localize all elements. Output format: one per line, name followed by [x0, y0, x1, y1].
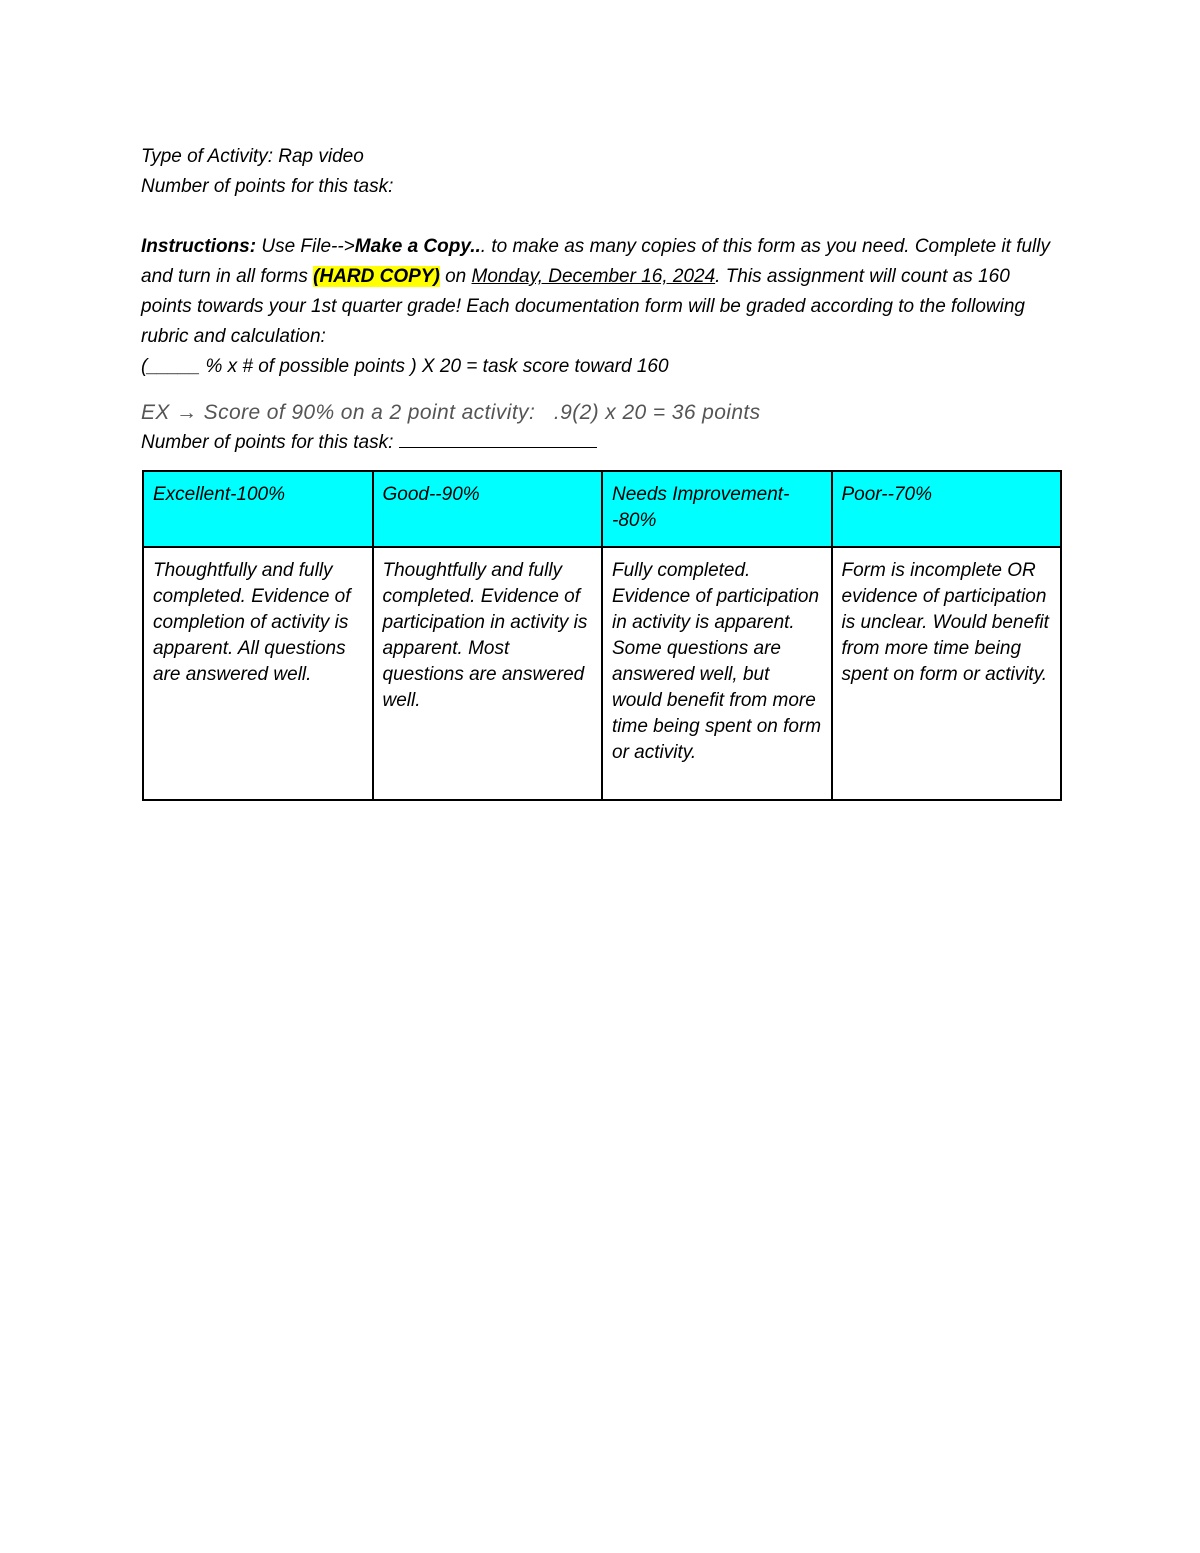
instructions-label: Instructions: — [141, 236, 257, 257]
rubric-desc-needs-improvement: Fully completed. Evidence of participation in activity is apparent. Some questions are answered well, but would benefit from more time being spent on form or activity. — [602, 547, 832, 800]
instructions-text-2: . to make as many copies of this form as you need. Complete it fully and turn in all forms — [141, 236, 1050, 287]
rubric-header-row — [143, 471, 1061, 547]
points-blank-field[interactable] — [399, 429, 597, 448]
rubric-header-excellent: Excellent-100% — [143, 471, 373, 547]
rubric-desc-good: Thoughtfully and fully completed. Evidence of participation in activity is apparent. Most questions are answered well. — [373, 547, 603, 800]
instructions-paragraph — [141, 232, 1059, 352]
activity-type: Type of Activity: Rap video — [141, 146, 364, 167]
rubric-desc-excellent: Thoughtfully and fully completed. Evidence of completion of activity is apparent. All questions are answered well. — [143, 547, 373, 800]
rubric-header-poor: Poor--70% — [832, 471, 1062, 547]
rubric-header-needs-improvement: Needs Improvement--80% — [602, 471, 832, 547]
points-blank-label: Number of points for this task: — [141, 432, 394, 453]
points-label: Number of points for this task: — [141, 176, 394, 197]
rubric-header-good: Good--90% — [373, 471, 603, 547]
instructions-text-1: Use File--> — [256, 236, 355, 257]
document-page — [141, 142, 1061, 458]
score-example: EX → Score of 90% on a 2 point activity: .9(2) x 20 = 36 points — [141, 401, 761, 424]
rubric-desc-poor: Form is incomplete OR evidence of participation is unclear. Would benefit from more time being spent on form or activity. — [832, 547, 1062, 800]
make-copy-text: Make a Copy.. — [354, 236, 481, 257]
rubric-table — [142, 470, 1062, 801]
instructions-text-4: . This assignment will count as 160 points towards your 1st quarter grade! Each documentation form will be graded according to the following rubric and calculation: — [141, 266, 1025, 347]
points-blank-line — [141, 428, 1061, 458]
hard-copy-highlight: (HARD COPY) — [313, 266, 440, 287]
score-formula: (_____ % x # of possible points ) X 20 = task score toward 160 — [141, 356, 669, 377]
instructions-text-3: on — [439, 266, 472, 287]
due-date: Monday, December 16, 2024 — [471, 266, 716, 287]
rubric-description-row — [143, 547, 1061, 800]
